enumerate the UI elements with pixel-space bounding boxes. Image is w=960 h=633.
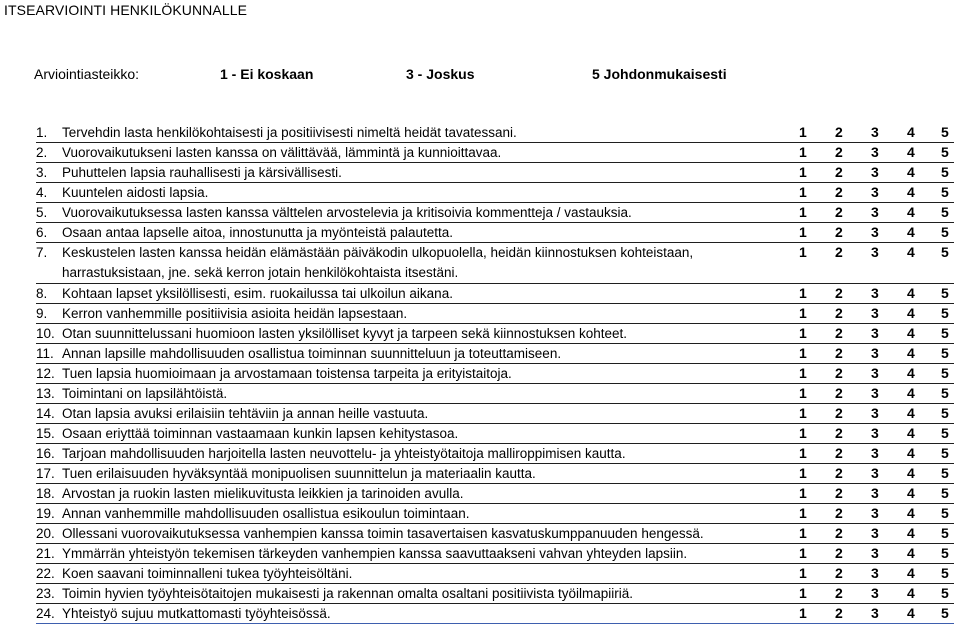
rating-options bbox=[799, 183, 949, 202]
rating-options bbox=[799, 324, 949, 343]
rating-option-2[interactable]: 2 bbox=[835, 425, 843, 441]
rating-option-2[interactable]: 2 bbox=[835, 385, 843, 401]
statement-text bbox=[36, 223, 776, 242]
rating-option-1[interactable]: 1 bbox=[799, 305, 807, 321]
row-divider bbox=[36, 623, 954, 624]
statement-list bbox=[0, 123, 960, 624]
rating-option-1[interactable]: 1 bbox=[799, 565, 807, 581]
rating-option-1[interactable]: 1 bbox=[799, 505, 807, 521]
rating-option-2[interactable]: 2 bbox=[835, 204, 843, 220]
rating-option-1[interactable]: 1 bbox=[799, 204, 807, 220]
rating-option-4[interactable]: 4 bbox=[907, 425, 915, 441]
rating-option-5[interactable]: 5 bbox=[941, 144, 949, 160]
rating-option-4[interactable]: 4 bbox=[907, 565, 915, 581]
rating-scale-label: Arviointiasteikko: bbox=[34, 66, 140, 82]
rating-option-4[interactable]: 4 bbox=[907, 605, 915, 621]
statement-label: Otan suunnittelussani huomioon lasten yksilölliset kyvyt ja tarpeen sekä kiinnostuksen kohteet. bbox=[62, 326, 628, 341]
rating-option-3[interactable]: 3 bbox=[871, 505, 879, 521]
rating-option-2[interactable]: 2 bbox=[835, 285, 843, 301]
statement-text bbox=[36, 524, 776, 543]
statement-text bbox=[36, 404, 776, 423]
list-item bbox=[0, 444, 960, 464]
rating-option-2[interactable]: 2 bbox=[835, 305, 843, 321]
list-item bbox=[0, 364, 960, 384]
rating-scale-5: 5 Johdonmukaisesti bbox=[592, 66, 727, 82]
statement-label: Tervehdin lasta henkilökohtaisesti ja positiivisesti nimeltä heidät tavatessani. bbox=[62, 125, 517, 140]
rating-option-5[interactable]: 5 bbox=[941, 525, 949, 541]
rating-option-5[interactable]: 5 bbox=[941, 505, 949, 521]
statement-label: Tarjoan mahdollisuuden harjoitella lasten neuvottelu- ja yhteistyötaitoja malliroppimisen kautta. bbox=[62, 446, 626, 461]
rating-option-5[interactable]: 5 bbox=[941, 465, 949, 481]
rating-option-3[interactable]: 3 bbox=[871, 565, 879, 581]
rating-options bbox=[799, 544, 949, 563]
rating-option-4[interactable]: 4 bbox=[907, 505, 915, 521]
rating-option-5[interactable]: 5 bbox=[941, 184, 949, 200]
rating-option-4[interactable]: 4 bbox=[907, 485, 915, 501]
rating-options bbox=[799, 223, 949, 242]
rating-option-3[interactable]: 3 bbox=[871, 204, 879, 220]
statement-number: 23. bbox=[36, 586, 55, 601]
statement-number: 8. bbox=[36, 286, 48, 301]
rating-option-2[interactable]: 2 bbox=[835, 224, 843, 240]
list-item bbox=[0, 484, 960, 504]
rating-option-4[interactable]: 4 bbox=[907, 184, 915, 200]
rating-option-5[interactable]: 5 bbox=[941, 285, 949, 301]
rating-option-3[interactable]: 3 bbox=[871, 405, 879, 421]
rating-option-3[interactable]: 3 bbox=[871, 425, 879, 441]
statement-label: Osaan antaa lapselle aitoa, innostunutta ja myönteistä palautetta. bbox=[62, 225, 454, 240]
rating-options bbox=[799, 284, 949, 303]
list-item bbox=[0, 584, 960, 604]
rating-option-3[interactable]: 3 bbox=[871, 605, 879, 621]
rating-option-4[interactable]: 4 bbox=[907, 345, 915, 361]
statement-number: 13. bbox=[36, 386, 55, 401]
list-item bbox=[0, 424, 960, 444]
statement-label: Tuen erilaisuuden hyväksyntää monipuolisen suunnittelun ja materiaalin kautta. bbox=[62, 466, 536, 481]
statement-label: Arvostan ja ruokin lasten mielikuvitusta leikkien ja tarinoiden avulla. bbox=[62, 486, 464, 501]
statement-text bbox=[36, 424, 776, 443]
statement-text bbox=[36, 484, 776, 503]
statement-text bbox=[36, 284, 776, 303]
statement-number: 4. bbox=[36, 185, 48, 200]
rating-option-1[interactable]: 1 bbox=[799, 445, 807, 461]
statement-label: Kuuntelen aidosti lapsia. bbox=[62, 185, 209, 200]
rating-option-5[interactable]: 5 bbox=[941, 305, 949, 321]
statement-label: Otan lapsia avuksi erilaisiin tehtäviin ja annan heille vastuuta. bbox=[62, 406, 429, 421]
rating-options bbox=[799, 604, 949, 623]
list-item bbox=[0, 324, 960, 344]
rating-option-2[interactable]: 2 bbox=[835, 164, 843, 180]
rating-option-5[interactable]: 5 bbox=[941, 365, 949, 381]
rating-option-3[interactable]: 3 bbox=[871, 325, 879, 341]
rating-options bbox=[799, 163, 949, 182]
rating-option-3[interactable]: 3 bbox=[871, 184, 879, 200]
rating-option-3[interactable]: 3 bbox=[871, 365, 879, 381]
statement-number: 24. bbox=[36, 606, 55, 621]
rating-option-4[interactable]: 4 bbox=[907, 244, 915, 260]
statement-number: 10. bbox=[36, 326, 55, 341]
statement-text bbox=[36, 123, 776, 142]
rating-options bbox=[799, 123, 949, 142]
statement-text bbox=[36, 243, 776, 283]
statement-label-continuation: harrastuksistaan, jne. sekä kerron jotain henkilökohtaista itsestäni. bbox=[62, 265, 459, 280]
statement-text bbox=[36, 604, 776, 623]
statement-number: 20. bbox=[36, 526, 55, 541]
list-item bbox=[0, 504, 960, 524]
list-item bbox=[0, 143, 960, 163]
rating-options bbox=[799, 243, 949, 262]
rating-option-2[interactable]: 2 bbox=[835, 325, 843, 341]
rating-option-2[interactable]: 2 bbox=[835, 124, 843, 140]
rating-option-1[interactable]: 1 bbox=[799, 585, 807, 601]
rating-option-1[interactable]: 1 bbox=[799, 485, 807, 501]
statement-text bbox=[36, 504, 776, 523]
rating-option-3[interactable]: 3 bbox=[871, 445, 879, 461]
statement-text bbox=[36, 384, 776, 403]
rating-option-1[interactable]: 1 bbox=[799, 405, 807, 421]
rating-option-3[interactable]: 3 bbox=[871, 305, 879, 321]
rating-option-4[interactable]: 4 bbox=[907, 204, 915, 220]
statement-number: 7. bbox=[36, 245, 48, 260]
rating-option-3[interactable]: 3 bbox=[871, 385, 879, 401]
list-item bbox=[0, 384, 960, 404]
rating-option-1[interactable]: 1 bbox=[799, 325, 807, 341]
rating-option-4[interactable]: 4 bbox=[907, 144, 915, 160]
statement-label: Yhteistyö sujuu mutkattomasti työyhteisössä. bbox=[62, 606, 331, 621]
rating-options bbox=[799, 404, 949, 423]
rating-option-3[interactable]: 3 bbox=[871, 345, 879, 361]
rating-option-4[interactable]: 4 bbox=[907, 285, 915, 301]
rating-options bbox=[799, 424, 949, 443]
rating-option-5[interactable]: 5 bbox=[941, 565, 949, 581]
rating-options bbox=[799, 364, 949, 383]
rating-option-5[interactable]: 5 bbox=[941, 164, 949, 180]
rating-option-2[interactable]: 2 bbox=[835, 184, 843, 200]
list-item bbox=[0, 404, 960, 424]
rating-options bbox=[799, 484, 949, 503]
statement-number: 15. bbox=[36, 426, 55, 441]
list-item bbox=[0, 183, 960, 203]
list-item bbox=[0, 604, 960, 624]
statement-number: 19. bbox=[36, 506, 55, 521]
rating-option-5[interactable]: 5 bbox=[941, 385, 949, 401]
statement-text bbox=[36, 344, 776, 363]
list-item bbox=[0, 464, 960, 484]
rating-option-2[interactable]: 2 bbox=[835, 365, 843, 381]
rating-option-5[interactable]: 5 bbox=[941, 345, 949, 361]
statement-label: Keskustelen lasten kanssa heidän elämästään päiväkodin ulkopuolella, heidän kiinnostuksen kohteistaan, bbox=[62, 245, 694, 260]
rating-option-3[interactable]: 3 bbox=[871, 285, 879, 301]
rating-option-1[interactable]: 1 bbox=[799, 425, 807, 441]
rating-option-2[interactable]: 2 bbox=[835, 485, 843, 501]
rating-option-1[interactable]: 1 bbox=[799, 545, 807, 561]
rating-option-3[interactable]: 3 bbox=[871, 144, 879, 160]
rating-options bbox=[799, 444, 949, 463]
rating-option-5[interactable]: 5 bbox=[941, 224, 949, 240]
rating-option-2[interactable]: 2 bbox=[835, 405, 843, 421]
statement-label: Annan vanhemmille mahdollisuuden osallistua esikoulun toimintaan. bbox=[62, 506, 470, 521]
statement-number: 9. bbox=[36, 306, 48, 321]
statement-text bbox=[36, 564, 776, 583]
rating-option-3[interactable]: 3 bbox=[871, 585, 879, 601]
list-item bbox=[0, 284, 960, 304]
statement-number: 16. bbox=[36, 446, 55, 461]
rating-option-4[interactable]: 4 bbox=[907, 325, 915, 341]
statement-number: 18. bbox=[36, 486, 55, 501]
rating-option-1[interactable]: 1 bbox=[799, 465, 807, 481]
rating-scale-3: 3 - Joskus bbox=[406, 66, 475, 82]
page-title: ITSEARVIOINTI HENKILÖKUNNALLE bbox=[4, 2, 248, 18]
rating-option-4[interactable]: 4 bbox=[907, 305, 915, 321]
statement-number: 11. bbox=[36, 346, 54, 361]
statement-text bbox=[36, 584, 776, 603]
statement-number: 2. bbox=[36, 145, 48, 160]
statement-text bbox=[36, 324, 776, 343]
rating-option-5[interactable]: 5 bbox=[941, 545, 949, 561]
statement-label: Puhuttelen lapsia rauhallisesti ja kärsivällisesti. bbox=[62, 165, 342, 180]
statement-label: Toimintani on lapsilähtöistä. bbox=[62, 386, 228, 401]
rating-options bbox=[799, 143, 949, 162]
statement-label: Vuorovaikutuksessa lasten kanssa välttelen arvostelevia ja kritisoivia kommentteja / vastauksia. bbox=[62, 205, 632, 220]
list-item bbox=[0, 304, 960, 324]
rating-option-2[interactable]: 2 bbox=[835, 525, 843, 541]
list-item bbox=[0, 564, 960, 584]
rating-options bbox=[799, 344, 949, 363]
list-item bbox=[0, 123, 960, 143]
rating-option-1[interactable]: 1 bbox=[799, 345, 807, 361]
rating-option-4[interactable]: 4 bbox=[907, 445, 915, 461]
rating-option-2[interactable]: 2 bbox=[835, 445, 843, 461]
rating-option-1[interactable]: 1 bbox=[799, 525, 807, 541]
statement-number: 3. bbox=[36, 165, 48, 180]
rating-option-4[interactable]: 4 bbox=[907, 545, 915, 561]
rating-option-5[interactable]: 5 bbox=[941, 204, 949, 220]
rating-option-4[interactable]: 4 bbox=[907, 405, 915, 421]
rating-option-4[interactable]: 4 bbox=[907, 164, 915, 180]
rating-option-1[interactable]: 1 bbox=[799, 365, 807, 381]
rating-option-5[interactable]: 5 bbox=[941, 485, 949, 501]
rating-option-3[interactable]: 3 bbox=[871, 244, 879, 260]
rating-option-4[interactable]: 4 bbox=[907, 124, 915, 140]
statement-text bbox=[36, 143, 776, 162]
statement-text bbox=[36, 364, 776, 383]
statement-text bbox=[36, 203, 776, 222]
rating-option-4[interactable]: 4 bbox=[907, 365, 915, 381]
statement-number: 1. bbox=[36, 125, 48, 140]
rating-option-3[interactable]: 3 bbox=[871, 545, 879, 561]
rating-option-2[interactable]: 2 bbox=[835, 565, 843, 581]
rating-option-2[interactable]: 2 bbox=[835, 465, 843, 481]
rating-option-1[interactable]: 1 bbox=[799, 244, 807, 260]
rating-options bbox=[799, 304, 949, 323]
rating-option-1[interactable]: 1 bbox=[799, 164, 807, 180]
rating-option-5[interactable]: 5 bbox=[941, 244, 949, 260]
list-item bbox=[0, 344, 960, 364]
rating-options bbox=[799, 524, 949, 543]
rating-option-5[interactable]: 5 bbox=[941, 405, 949, 421]
statement-number: 6. bbox=[36, 225, 48, 240]
statement-label: Tuen lapsia huomioimaan ja arvostamaan toistensa tarpeita ja erityistaitoja. bbox=[62, 366, 512, 381]
rating-option-2[interactable]: 2 bbox=[835, 144, 843, 160]
rating-option-5[interactable]: 5 bbox=[941, 585, 949, 601]
rating-options bbox=[799, 384, 949, 403]
rating-option-4[interactable]: 4 bbox=[907, 465, 915, 481]
rating-option-1[interactable]: 1 bbox=[799, 144, 807, 160]
rating-scale-1: 1 - Ei koskaan bbox=[220, 66, 314, 82]
rating-option-4[interactable]: 4 bbox=[907, 525, 915, 541]
list-item bbox=[0, 163, 960, 183]
rating-option-2[interactable]: 2 bbox=[835, 545, 843, 561]
rating-option-2[interactable]: 2 bbox=[835, 505, 843, 521]
rating-options bbox=[799, 203, 949, 222]
rating-option-2[interactable]: 2 bbox=[835, 345, 843, 361]
rating-option-1[interactable]: 1 bbox=[799, 285, 807, 301]
rating-option-2[interactable]: 2 bbox=[835, 244, 843, 260]
statement-label: Ymmärrän yhteistyön tekemisen tärkeyden vanhempien kanssa saavuttaakseni vahvan yhteyden lapsiin. bbox=[62, 546, 688, 561]
statement-text bbox=[36, 444, 776, 463]
rating-option-1[interactable]: 1 bbox=[799, 124, 807, 140]
rating-option-3[interactable]: 3 bbox=[871, 224, 879, 240]
list-item bbox=[0, 524, 960, 544]
rating-option-3[interactable]: 3 bbox=[871, 525, 879, 541]
statement-number: 21. bbox=[36, 546, 55, 561]
statement-number: 12. bbox=[36, 366, 55, 381]
rating-option-1[interactable]: 1 bbox=[799, 385, 807, 401]
statement-label: Ollessani vuorovaikutuksessa vanhempien kanssa toimin tasavertaisen kasvatuskumppanuuden hengessä. bbox=[62, 526, 704, 541]
list-item bbox=[0, 203, 960, 223]
statement-label: Kohtaan lapset yksilöllisesti, esim. ruokailussa tai ulkoilun aikana. bbox=[62, 286, 453, 301]
rating-option-5[interactable]: 5 bbox=[941, 425, 949, 441]
rating-option-1[interactable]: 1 bbox=[799, 224, 807, 240]
statement-number: 22. bbox=[36, 566, 55, 581]
rating-option-5[interactable]: 5 bbox=[941, 605, 949, 621]
statement-number: 14. bbox=[36, 406, 55, 421]
statement-label: Koen saavani toiminnalleni tukea työyhteisöltäni. bbox=[62, 566, 353, 581]
rating-option-3[interactable]: 3 bbox=[871, 465, 879, 481]
statement-text bbox=[36, 304, 776, 323]
rating-option-4[interactable]: 4 bbox=[907, 585, 915, 601]
statement-label: Annan lapsille mahdollisuuden osallistua toiminnan suunnitteluun ja toteuttamiseen. bbox=[62, 346, 562, 361]
statement-number: 5. bbox=[36, 205, 48, 220]
rating-options bbox=[799, 584, 949, 603]
statement-text bbox=[36, 183, 776, 202]
rating-option-5[interactable]: 5 bbox=[941, 445, 949, 461]
statement-label: Toimin hyvien työyhteisötaitojen mukaisesti ja rakennan omalta osaltani positiivista työilmapiiriä. bbox=[62, 586, 634, 601]
list-item bbox=[0, 223, 960, 243]
rating-option-5[interactable]: 5 bbox=[941, 124, 949, 140]
list-item bbox=[0, 544, 960, 564]
rating-option-1[interactable]: 1 bbox=[799, 605, 807, 621]
rating-option-4[interactable]: 4 bbox=[907, 385, 915, 401]
statement-text bbox=[36, 163, 776, 182]
statement-text bbox=[36, 544, 776, 563]
rating-options bbox=[799, 504, 949, 523]
rating-option-2[interactable]: 2 bbox=[835, 605, 843, 621]
rating-option-4[interactable]: 4 bbox=[907, 224, 915, 240]
statement-text bbox=[36, 464, 776, 483]
rating-options bbox=[799, 564, 949, 583]
statement-label: Kerron vanhemmille positiivisia asioita heidän lapsestaan. bbox=[62, 306, 408, 321]
rating-option-3[interactable]: 3 bbox=[871, 124, 879, 140]
rating-option-3[interactable]: 3 bbox=[871, 485, 879, 501]
statement-label: Vuorovaikutukseni lasten kanssa on välittävää, lämmintä ja kunnioittavaa. bbox=[62, 145, 502, 160]
rating-options bbox=[799, 464, 949, 483]
rating-option-2[interactable]: 2 bbox=[835, 585, 843, 601]
rating-option-1[interactable]: 1 bbox=[799, 184, 807, 200]
statement-label: Osaan eriyttää toiminnan vastaamaan kunkin lapsen kehitystasoa. bbox=[62, 426, 459, 441]
list-item bbox=[0, 243, 960, 284]
rating-option-5[interactable]: 5 bbox=[941, 325, 949, 341]
rating-option-3[interactable]: 3 bbox=[871, 164, 879, 180]
statement-number: 17. bbox=[36, 466, 55, 481]
